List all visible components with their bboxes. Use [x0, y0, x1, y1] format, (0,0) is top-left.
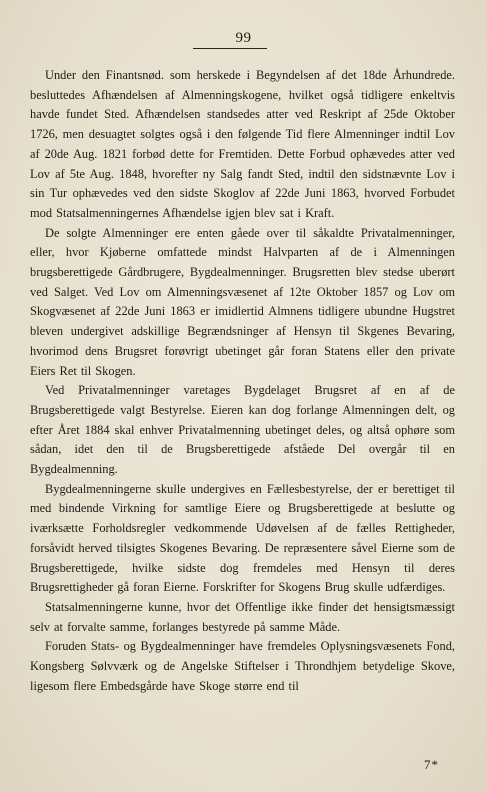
paragraph-4: Bygdealmenningerne skulle undergives en Fællesbestyrelse, der er berettiget til med bindende Virkning for samtlige Eiere og Brugsberettigede at beslutte og iværksætte Forholdsregler vedkommende Udøvelsen af de fælles Rettigheder, forsåvidt herved tilsigtes Skogenes Bevaring. De repræsentere såvel Eierne som de Brugsberettigede, hvilke sidste dog fremdeles med Hensyn til deres Brugsrettigheder gå foran Eierne. Forskrifter for Skogens Brug skulle udfærdiges. [30, 481, 455, 595]
printer-signature: 7* [424, 757, 439, 772]
paragraph-3: Ved Privatalmenninger varetages Bygdelaget Brugsret af en af de Brugsberettigede valgt Bestyrelse. Eieren kan dog forlange Almenningen delt, og efter Året 1884 skal enhver Privatalmenning ubetinget deles, og altså ophøre som sådan, idet den til de Brugsberettigede afståede Del overgår til en Bygdealmenning. [30, 383, 455, 477]
paragraph-5: Statsalmenningerne kunne, hvor det Offentlige ikke finder det hensigtsmæssigt selv at forvalte samme, forlanges bestyrede på samme Måde. [30, 599, 455, 634]
paragraph-1: Under den Finantsnød. som herskede i Begyndelsen af det 18de Århundrede. besluttedes Afhændelsen af Almenningskogene, hvilket også tidligere enkeltvis havde fundet Sted. Afhændelsen standsedes atter ved Reskript af 25de Oktober 1726, men desuagtet solgtes også i den følgende Tid flere Almenninger indtil Lov af 20de Aug. 1821 forbød dette for Fremtiden. Dette Forbud ophævedes atter ved Lov af 5te Aug. 1848, hvorefter ny Salg fandt Sted, indtil den sidstnævnte Lov i sin Tur ophævedes ved den sidste Skoglov af 22de Juni 1863, hvorved Forbudet mod Statsalmenningernes Afhændelse igjen blev sat i Kraft. [30, 68, 455, 220]
header-rule [193, 48, 267, 49]
body-text [30, 66, 455, 697]
page-number: 99 [235, 30, 252, 46]
paragraph-6: Foruden Stats- og Bygdealmenninger have fremdeles Oplysningsvæsenets Fond, Kongsberg Sølvværk og de Angelske Stiftelser i Throndhjem betydelige Skove, ligesom flere Embedsgårde have Skoge større end til [30, 639, 455, 693]
paragraph-2: De solgte Almenninger ere enten gåede over til såkaldte Privatalmenninger, eller, hvor Kjøberne omfattede mindst Halvparten af de i Almenningen brugsberettigede Gårdbrugere, Bygdealmenninger. Brugsretten blev stedse uberørt ved Salget. Ved Lov om Almenningsvæsenet af 12te Oktober 1857 og Lov om Skogvæsenet af 22de Juni 1863 er imidlertid Almnens tidligere ubundne Hugstret bleven undergivet adskillige Begrændsninger af Hensyn til Skgenes Bevaring, hvorimod dens Brugsret forøvrigt ubetinget går foran Statens eller den private Eiers Ret til Skogen. [30, 225, 455, 378]
